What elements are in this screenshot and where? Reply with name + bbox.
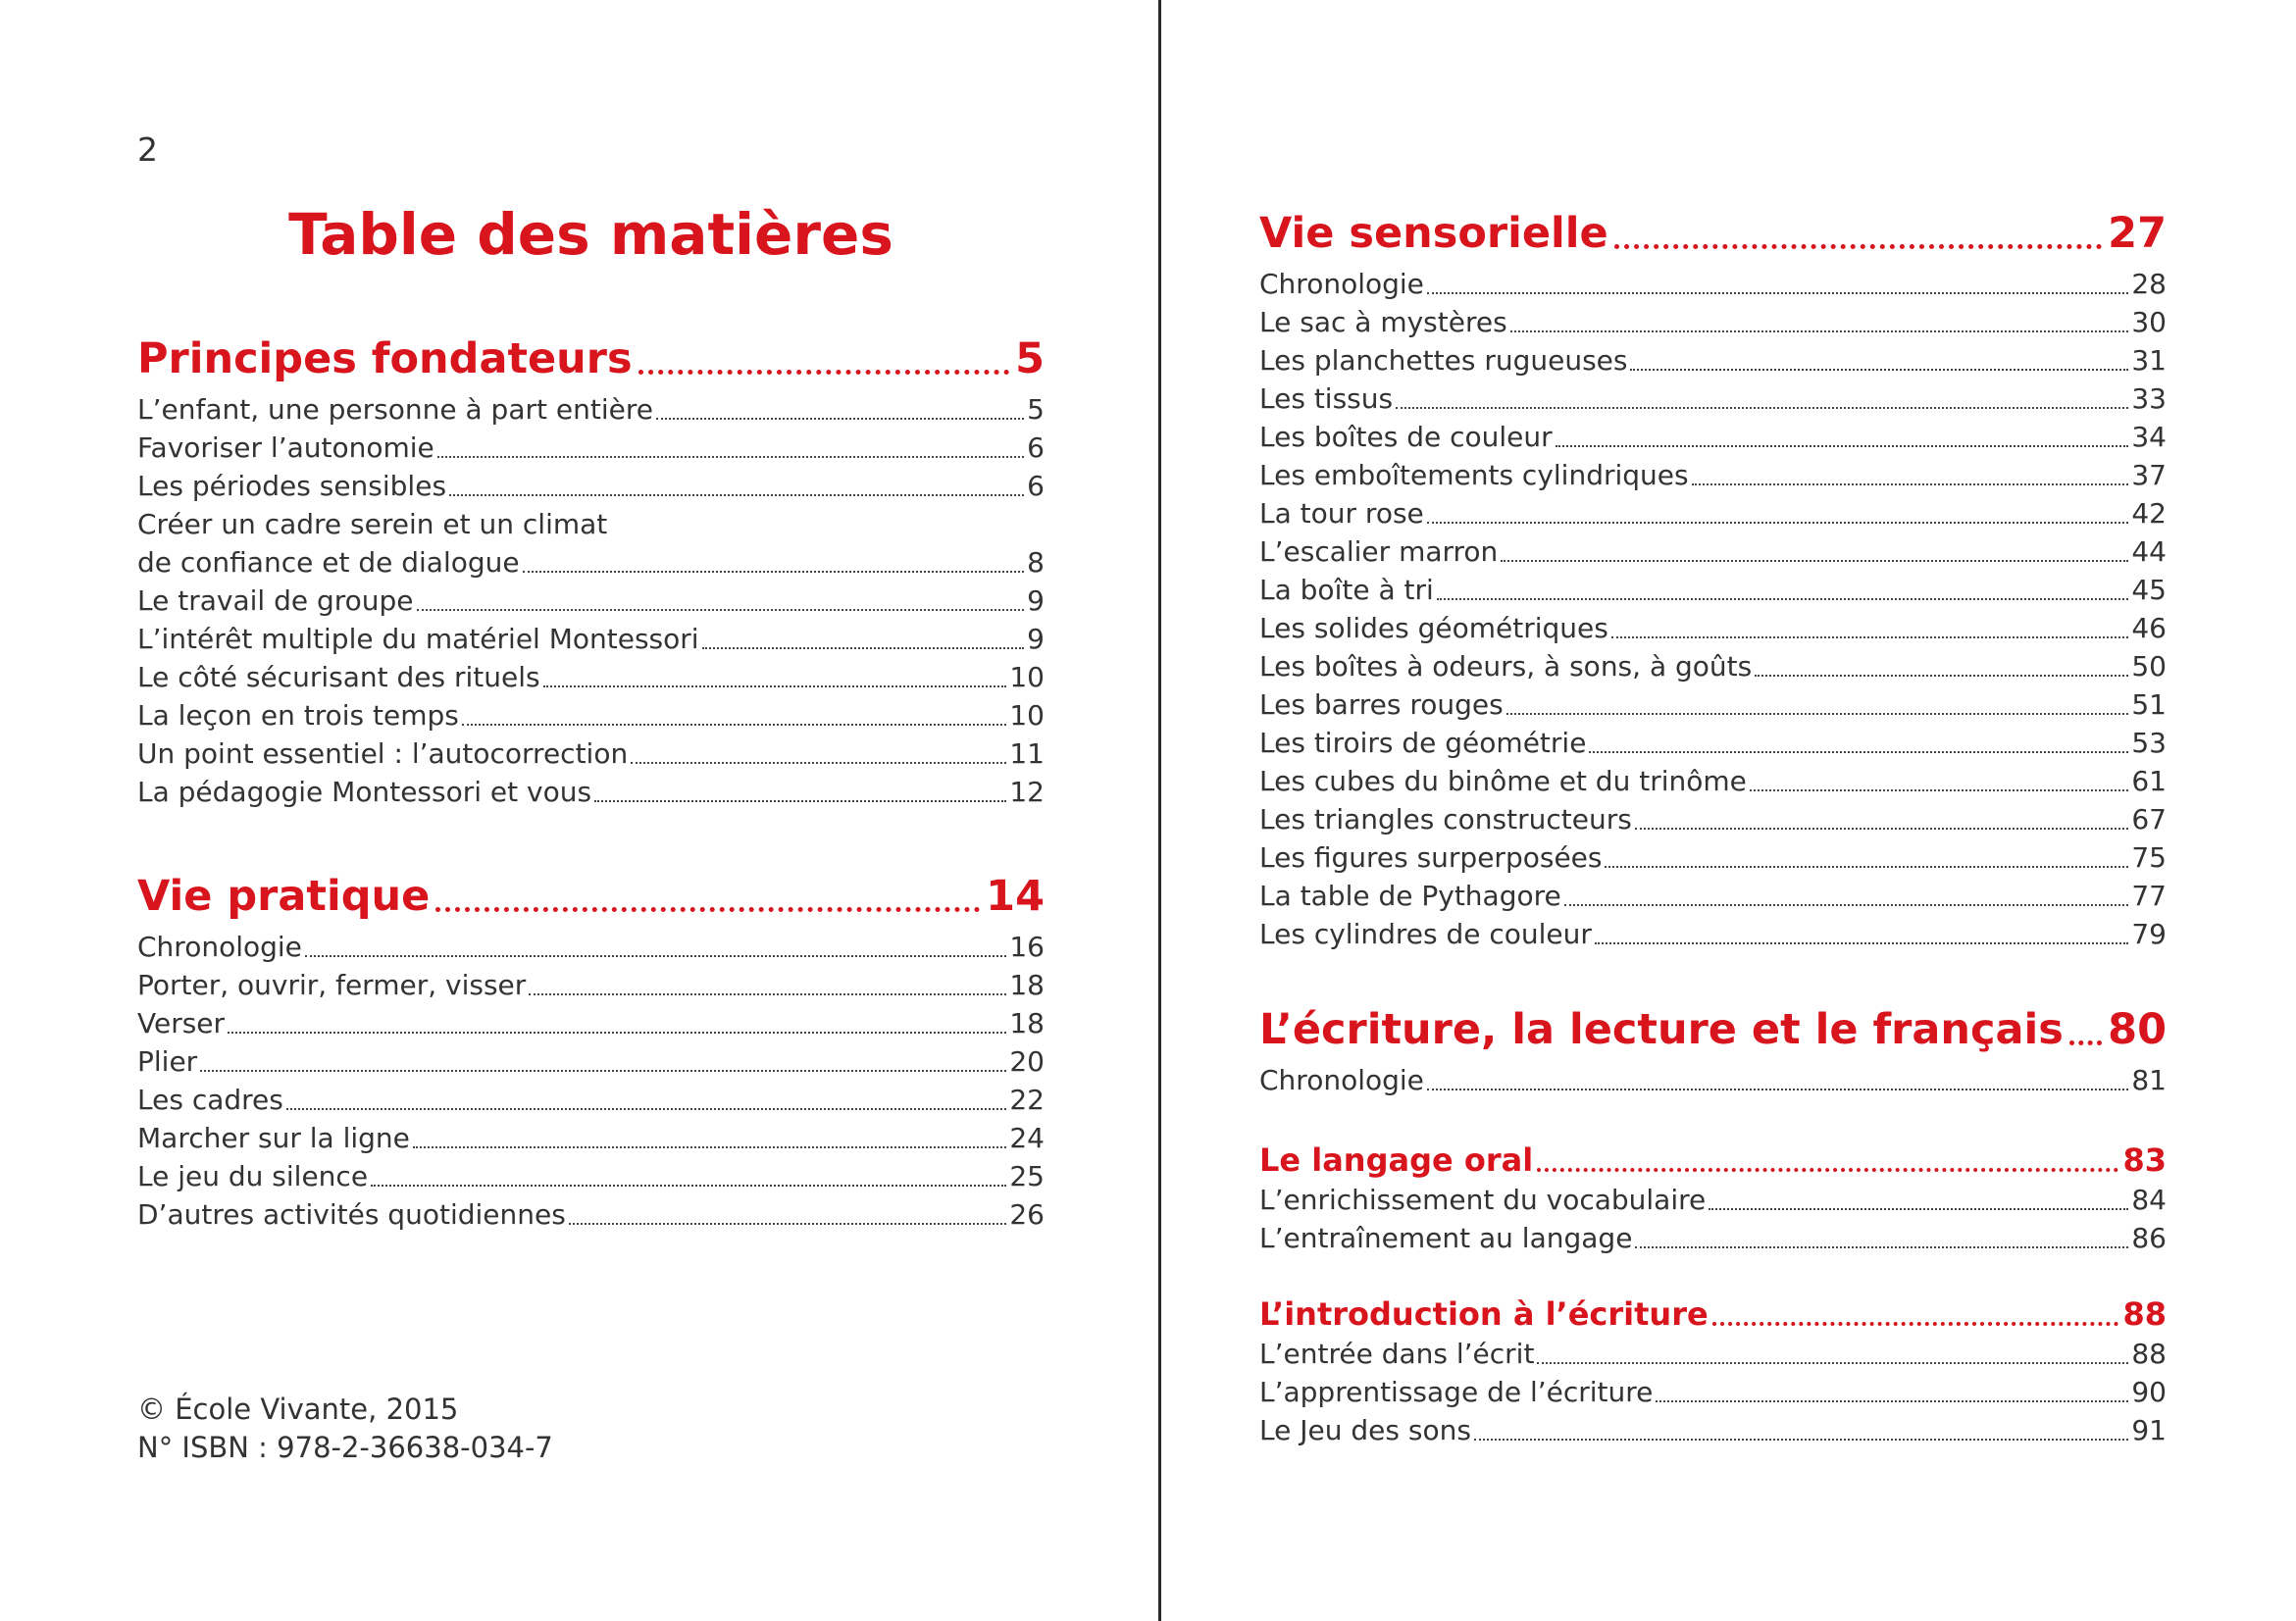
dot-leader (413, 1146, 1006, 1148)
toc-entry-label: L’enfant, une personne à part entière (137, 393, 653, 426)
toc-entry-label: Les tiroirs de géométrie (1259, 727, 1587, 759)
section-langage-oral (1259, 1140, 2167, 1257)
toc-entry[interactable] (1259, 1181, 2167, 1219)
dot-leader (1605, 866, 2128, 868)
dot-leader (1692, 483, 2129, 485)
toc-entry[interactable] (137, 1042, 1045, 1081)
section-heading-page: 80 (2108, 1005, 2167, 1054)
toc-entry-page: 90 (2131, 1376, 2167, 1408)
toc-entry-page: 10 (1009, 699, 1045, 732)
copyright-text: © École Vivante, 2015 (137, 1393, 459, 1426)
toc-entry-label: Les cylindres de couleur (1259, 918, 1592, 950)
dot-leader (1437, 598, 2129, 600)
toc-entry-page: 20 (1009, 1045, 1045, 1078)
dot-leader (462, 724, 1007, 726)
toc-entry-label: La boîte à tri (1259, 574, 1434, 606)
toc-entry-label: La table de Pythagore (1259, 880, 1561, 912)
dot-leader (1712, 1322, 2119, 1326)
toc-entry-page: 8 (1027, 546, 1045, 579)
toc-entry-label: La tour rose (1259, 497, 1424, 530)
toc-entry-label: Plier (137, 1045, 198, 1078)
toc-entry-page: 44 (2131, 535, 2167, 568)
toc-entry[interactable] (1259, 456, 2167, 494)
toc-entry-page: 67 (2131, 803, 2167, 836)
toc-entry-page: 25 (1009, 1160, 1045, 1192)
dot-leader (417, 609, 1025, 611)
dot-leader (523, 571, 1025, 573)
toc-entry[interactable] (1259, 877, 2167, 915)
toc-entry-label: Le travail de groupe (137, 584, 414, 617)
toc-entry-page: 31 (2131, 344, 2167, 377)
toc-entry-page: 6 (1027, 431, 1045, 464)
toc-entry-label: Porter, ouvrir, fermer, visser (137, 969, 527, 1001)
toc-entry[interactable] (1259, 838, 2167, 877)
toc-entry[interactable] (137, 505, 1045, 543)
section-heading-page: 5 (1015, 334, 1045, 383)
toc-entry[interactable] (1259, 418, 2167, 456)
section-heading-label: Vie pratique (137, 872, 431, 921)
toc-entry[interactable] (137, 620, 1045, 658)
toc-entry[interactable] (1259, 762, 2167, 800)
dot-leader (305, 955, 1006, 957)
section-heading-page: 14 (986, 872, 1045, 921)
toc-entry-label: Les figures surperposées (1259, 841, 1603, 874)
toc-entry-label: Les cubes du binôme et du trinôme (1259, 765, 1747, 797)
dot-leader (437, 456, 1024, 458)
dot-leader (1750, 789, 2128, 791)
dot-leader (1589, 751, 2128, 753)
toc-entry[interactable] (137, 1157, 1045, 1195)
section-heading[interactable] (137, 869, 1045, 924)
toc-entry-label: Un point essentiel : l’autocorrection (137, 737, 629, 770)
dot-leader (638, 370, 1009, 375)
dot-leader (1537, 1362, 2128, 1364)
toc-entry-label: Les boîtes à odeurs, à sons, à goûts (1259, 650, 1753, 683)
dot-leader (1614, 244, 2103, 249)
dot-leader (656, 418, 1024, 420)
toc-entry-label: Chronologie (137, 931, 302, 963)
dot-leader (1537, 1168, 2118, 1172)
dot-leader (1396, 407, 2128, 409)
toc-entry-page: 30 (2131, 306, 2167, 338)
section-heading-label: Vie sensorielle (1259, 209, 1608, 258)
toc-entry[interactable] (1259, 1373, 2167, 1411)
colophon (137, 1391, 553, 1467)
toc-entry[interactable] (1259, 1335, 2167, 1373)
toc-entry[interactable] (1259, 685, 2167, 724)
subsection-heading[interactable] (1259, 1140, 2167, 1181)
toc-entry-page: 45 (2131, 574, 2167, 606)
toc-entry-page: 86 (2131, 1222, 2167, 1254)
dot-leader (1427, 1089, 2128, 1090)
toc-entry-label: Chronologie (1259, 268, 1424, 300)
toc-entry-page: 75 (2131, 841, 2167, 874)
toc-entry[interactable] (137, 696, 1045, 735)
dot-leader (1510, 330, 2129, 332)
dot-leader (631, 762, 1006, 764)
section-principes-fondateurs (137, 331, 1045, 811)
toc-entry[interactable] (1259, 494, 2167, 532)
toc-entry-page: 61 (2131, 765, 2167, 797)
toc-entry-page: 46 (2131, 612, 2167, 644)
dot-leader (1501, 560, 2128, 562)
toc-entry-label: Chronologie (1259, 1064, 1424, 1096)
toc-entry[interactable] (1259, 532, 2167, 571)
toc-entry[interactable] (1259, 647, 2167, 685)
toc-entry[interactable] (137, 390, 1045, 429)
toc-entry[interactable] (137, 1195, 1045, 1234)
toc-entry-label: La pédagogie Montessori et vous (137, 776, 592, 808)
toc-entry-page: 9 (1027, 584, 1045, 617)
toc-entry-label: Les planchettes rugueuses (1259, 344, 1628, 377)
toc-entry-page: 84 (2131, 1184, 2167, 1216)
toc-entry-page: 11 (1009, 737, 1045, 770)
toc-entry-label: Les barres rouges (1259, 688, 1504, 721)
toc-entry[interactable] (1259, 724, 2167, 762)
toc-entry-page: 22 (1009, 1084, 1045, 1116)
toc-entry-page: 33 (2131, 382, 2167, 415)
toc-entry-label: La leçon en trois temps (137, 699, 459, 732)
dot-leader (1611, 636, 2129, 638)
toc-entry[interactable] (1259, 1411, 2167, 1449)
toc-entry-page: 6 (1027, 470, 1045, 502)
section-introduction-ecriture (1259, 1293, 2167, 1449)
toc-entry-label: Créer un cadre serein et un climat (137, 508, 608, 540)
isbn-text: N° ISBN : 978-2-36638-034-7 (137, 1431, 553, 1464)
toc-entry-label: L’entraînement au langage (1259, 1222, 1633, 1254)
toc-entry-page: 26 (1009, 1198, 1045, 1231)
toc-entry[interactable] (1259, 341, 2167, 380)
section-vie-sensorielle (1259, 206, 2167, 953)
toc-entry-label: L’apprentissage de l’écriture (1259, 1376, 1654, 1408)
dot-leader (543, 685, 1007, 687)
subsection-heading[interactable] (1259, 1293, 2167, 1335)
toc-entry[interactable] (1259, 915, 2167, 953)
toc-entry[interactable] (137, 966, 1045, 1004)
toc-entry-page: 81 (2131, 1064, 2167, 1096)
section-heading-label: Principes fondateurs (137, 334, 633, 383)
dot-leader (2069, 1040, 2102, 1045)
section-heading[interactable] (1259, 206, 2167, 261)
dot-leader (1709, 1208, 2128, 1210)
section-ecriture-lecture-francais (1259, 1002, 2167, 1099)
toc-entry-label: L’entrée dans l’écrit (1259, 1338, 1535, 1370)
toc-entry[interactable] (137, 429, 1045, 467)
dot-leader (529, 993, 1006, 995)
toc-entry-page: 77 (2131, 880, 2167, 912)
toc-entry-page: 79 (2131, 918, 2167, 950)
section-heading[interactable] (137, 331, 1045, 386)
toc-entry[interactable] (1259, 265, 2167, 303)
toc-entry-page: 34 (2131, 421, 2167, 453)
toc-entry-page: 16 (1009, 931, 1045, 963)
dot-leader (449, 494, 1024, 496)
toc-entry[interactable] (1259, 1219, 2167, 1257)
toc-entry-label: L’enrichissement du vocabulaire (1259, 1184, 1707, 1216)
toc-entry-page: 18 (1009, 969, 1045, 1001)
toc-entry-label: Les tissus (1259, 382, 1394, 415)
toc-entry[interactable] (137, 658, 1045, 696)
section-vie-pratique (137, 869, 1045, 1234)
toc-entry[interactable] (137, 1119, 1045, 1157)
toc-entry[interactable] (137, 1004, 1045, 1042)
dot-leader (1474, 1439, 2128, 1441)
toc-entry-page: 37 (2131, 459, 2167, 491)
toc-entry[interactable] (1259, 380, 2167, 418)
toc-entry-page: 24 (1009, 1122, 1045, 1154)
toc-entry-page: 42 (2131, 497, 2167, 530)
toc-entry-label: Les solides géométriques (1259, 612, 1608, 644)
toc-entry-label: Les boîtes de couleur (1259, 421, 1553, 453)
toc-entry[interactable] (137, 928, 1045, 966)
toc-entry[interactable] (137, 582, 1045, 620)
toc-entry[interactable] (137, 467, 1045, 505)
subsection-heading-page: 83 (2122, 1141, 2167, 1179)
toc-entry-page: 9 (1027, 623, 1045, 655)
toc-entry[interactable] (137, 773, 1045, 811)
dot-leader (435, 907, 980, 912)
dot-leader (1556, 445, 2129, 447)
toc-entry-page: 51 (2131, 688, 2167, 721)
toc-entry-page: 28 (2131, 268, 2167, 300)
dot-leader (1635, 828, 2129, 830)
dot-leader (1656, 1400, 2128, 1402)
subsection-heading-page: 88 (2122, 1295, 2167, 1333)
dot-leader (702, 647, 1025, 649)
toc-entry-label: Les triangles constructeurs (1259, 803, 1632, 836)
dot-leader (200, 1070, 1006, 1072)
toc-entry[interactable] (137, 1081, 1045, 1119)
toc-entry-label: Les cadres (137, 1084, 283, 1116)
subsection-heading-label: Le langage oral (1259, 1141, 1534, 1179)
toc-entry-page: 10 (1009, 661, 1045, 693)
toc-entry[interactable] (1259, 800, 2167, 838)
dot-leader (569, 1223, 1007, 1225)
page-number: 2 (137, 130, 158, 169)
toc-entry[interactable] (1259, 1061, 2167, 1099)
toc-entry-page: 18 (1009, 1007, 1045, 1039)
subsection-heading-label: L’introduction à l’écriture (1259, 1295, 1709, 1333)
dot-leader (228, 1032, 1006, 1034)
toc-entry-label: D’autres activités quotidiennes (137, 1198, 566, 1231)
toc-entry-label: Les périodes sensibles (137, 470, 447, 502)
toc-entry-label: de confiance et de dialogue (137, 546, 520, 579)
toc-entry-page: 53 (2131, 727, 2167, 759)
toc-entry-page: 91 (2131, 1414, 2167, 1446)
toc-entry-label: Le jeu du silence (137, 1160, 369, 1192)
dot-leader (1564, 904, 2129, 906)
toc-entry-label: Verser (137, 1007, 226, 1039)
toc-entry-page: 88 (2131, 1338, 2167, 1370)
toc-entry[interactable] (137, 735, 1045, 773)
dot-leader (1427, 292, 2128, 294)
toc-entry[interactable] (1259, 571, 2167, 609)
toc-entry-label: Les emboîtements cylindriques (1259, 459, 1689, 491)
dot-leader (594, 800, 1006, 802)
section-heading-label: L’écriture, la lecture et le français (1259, 1005, 2064, 1054)
toc-entry-page: 5 (1027, 393, 1045, 426)
dot-leader (1635, 1246, 2128, 1248)
dot-leader (1595, 942, 2128, 944)
dot-leader (1427, 522, 2129, 524)
section-heading[interactable] (1259, 1002, 2167, 1057)
toc-entry[interactable] (137, 543, 1045, 582)
toc-entry[interactable] (1259, 609, 2167, 647)
section-heading-page: 27 (2108, 209, 2167, 258)
toc-entry[interactable] (1259, 303, 2167, 341)
toc-entry-label: Marcher sur la ligne (137, 1122, 410, 1154)
toc-entry-page: 50 (2131, 650, 2167, 683)
toc-entry-label: Le Jeu des sons (1259, 1414, 1471, 1446)
dot-leader (371, 1185, 1006, 1187)
toc-title: Table des matières (288, 201, 893, 268)
toc-entry-label: Favoriser l’autonomie (137, 431, 434, 464)
page-divider (1158, 0, 1161, 1621)
toc-entry-label: L’escalier marron (1259, 535, 1499, 568)
dot-leader (286, 1108, 1007, 1110)
toc-entry-label: L’intérêt multiple du matériel Montessori (137, 623, 699, 655)
dot-leader (1506, 713, 2129, 715)
toc-entry-label: Le côté sécurisant des rituels (137, 661, 540, 693)
toc-entry-label: Le sac à mystères (1259, 306, 1507, 338)
dot-leader (1755, 675, 2128, 677)
dot-leader (1630, 369, 2128, 371)
toc-entry-page: 12 (1009, 776, 1045, 808)
